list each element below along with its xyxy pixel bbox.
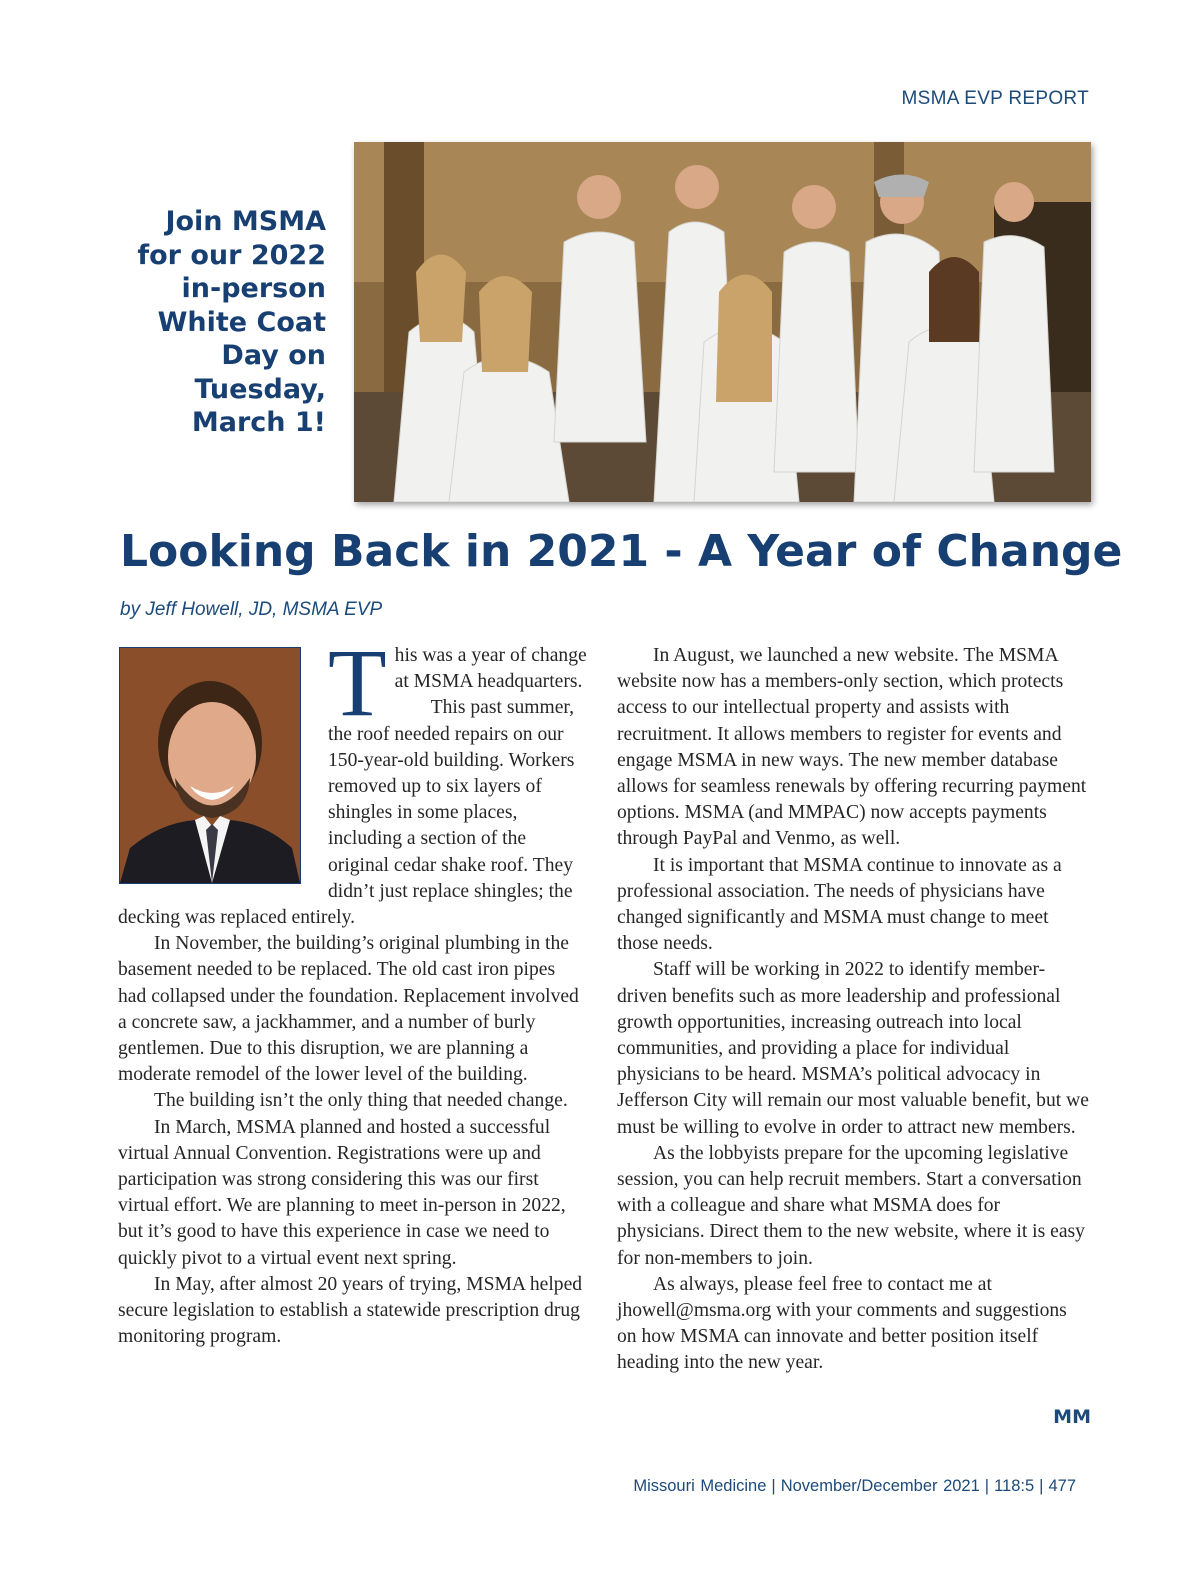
callout-line: March 1! <box>191 407 326 438</box>
drop-cap: T <box>328 629 387 736</box>
first-paragraph-text: his was a year of change at MSMA headquarters. <box>394 645 587 693</box>
article-paragraph: The building isn’t the only thing that needed change. <box>154 1090 568 1112</box>
callout-line: Tuesday, <box>194 373 326 405</box>
callout-line: in-person <box>181 273 326 304</box>
article-paragraph: In March, MSMA planned and hosted a successful virtual Annual Convention. Registrations were up and participation was strong considering this was our first virtual effort. We are planning to meet in-person in 2022, but it’s good to have this experience in case we need to quickly pivot to a virtual event next spring. <box>118 1116 566 1269</box>
article-paragraph: This past summer, the roof needed repairs on our 150-year-old building. Workers removed up to six layers of shingles in some places, including a section of the original cedar shake roof. They didn’t just replace shingles; the decking was replaced entirely. <box>118 697 575 929</box>
portrait-wrap-space <box>118 643 328 905</box>
footer-volume: 118:5 <box>994 1477 1035 1495</box>
footer-separator: | <box>1039 1477 1044 1495</box>
article-paragraph: As the lobbyists prepare for the upcoming legislative session, you can help recruit members. Start a conversation with a colleague and share what MSMA does for physicians. Direct them to the new website, where it is easy for non-members to join. <box>617 1142 1085 1269</box>
article-column-right <box>617 643 1091 1377</box>
page-footer <box>633 1477 1076 1496</box>
article-paragraph: As always, please feel free to contact me at jhowell@msma.org with your comments and suggestions on how MSMA can innovate and better position itself heading into the new year. <box>617 1273 1067 1374</box>
callout-line: for our 2022 <box>137 239 326 271</box>
group-photo <box>354 142 1091 502</box>
section-label: MSMA EVP REPORT <box>901 88 1089 109</box>
end-mark: MM <box>1053 1406 1091 1428</box>
article-paragraph: It is important that MSMA continue to innovate as a professional association. The needs of physicians have changed significantly and MSMA must change to meet those needs. <box>617 854 1062 955</box>
article-paragraph: In May, after almost 20 years of trying, MSMA helped secure legislation to establish a statewide prescription drug monitoring program. <box>118 1273 583 1348</box>
footer-page-number: 477 <box>1048 1477 1076 1495</box>
article-paragraph: Staff will be working in 2022 to identify member-driven benefits such as more leadership and professional growth opportunities, increasing outreach into local communities, and providing a place for individual physicians to be heard. MSMA’s political advocacy in Jefferson City will remain our most valuable benefit, but we must be willing to evolve in order to attract new members. <box>617 959 1089 1138</box>
callout-line: White Coat <box>157 306 326 338</box>
group-photo-icon <box>354 142 1091 502</box>
article-paragraph: In August, we launched a new website. The MSMA website now has a members-only section, which protects access to our intellectual property and assists with recruitment. It allows members to register for events and engage MSMA in new ways. The new member database allows for seamless renewals by offering recurring payment options. MSMA (and MMPAC) now accepts payments through PayPal and Venmo, as well. <box>617 645 1087 850</box>
article-paragraph: In November, the building’s original plumbing in the basement needed to be replaced. The old cast iron pipes had collapsed under the foundation. Replacement involved a concrete saw, a jackhammer, and a number of burly gentlemen. Due to this disruption, we are planning a moderate remodel of the lower level of the building. <box>118 933 579 1086</box>
article-column-left <box>118 629 588 1350</box>
footer-journal: Missouri Medicine <box>633 1477 767 1495</box>
footer-separator: | <box>771 1477 776 1495</box>
article-headline: Looking Back in 2021 - A Year of Change <box>120 526 1123 577</box>
footer-separator: | <box>984 1477 990 1495</box>
article-byline: by Jeff Howell, JD, MSMA EVP <box>120 599 383 620</box>
event-callout <box>120 205 326 440</box>
footer-issue: November/December 2021 <box>780 1477 980 1495</box>
callout-line: Join MSMA <box>165 206 326 237</box>
callout-line: Day on <box>221 340 326 371</box>
